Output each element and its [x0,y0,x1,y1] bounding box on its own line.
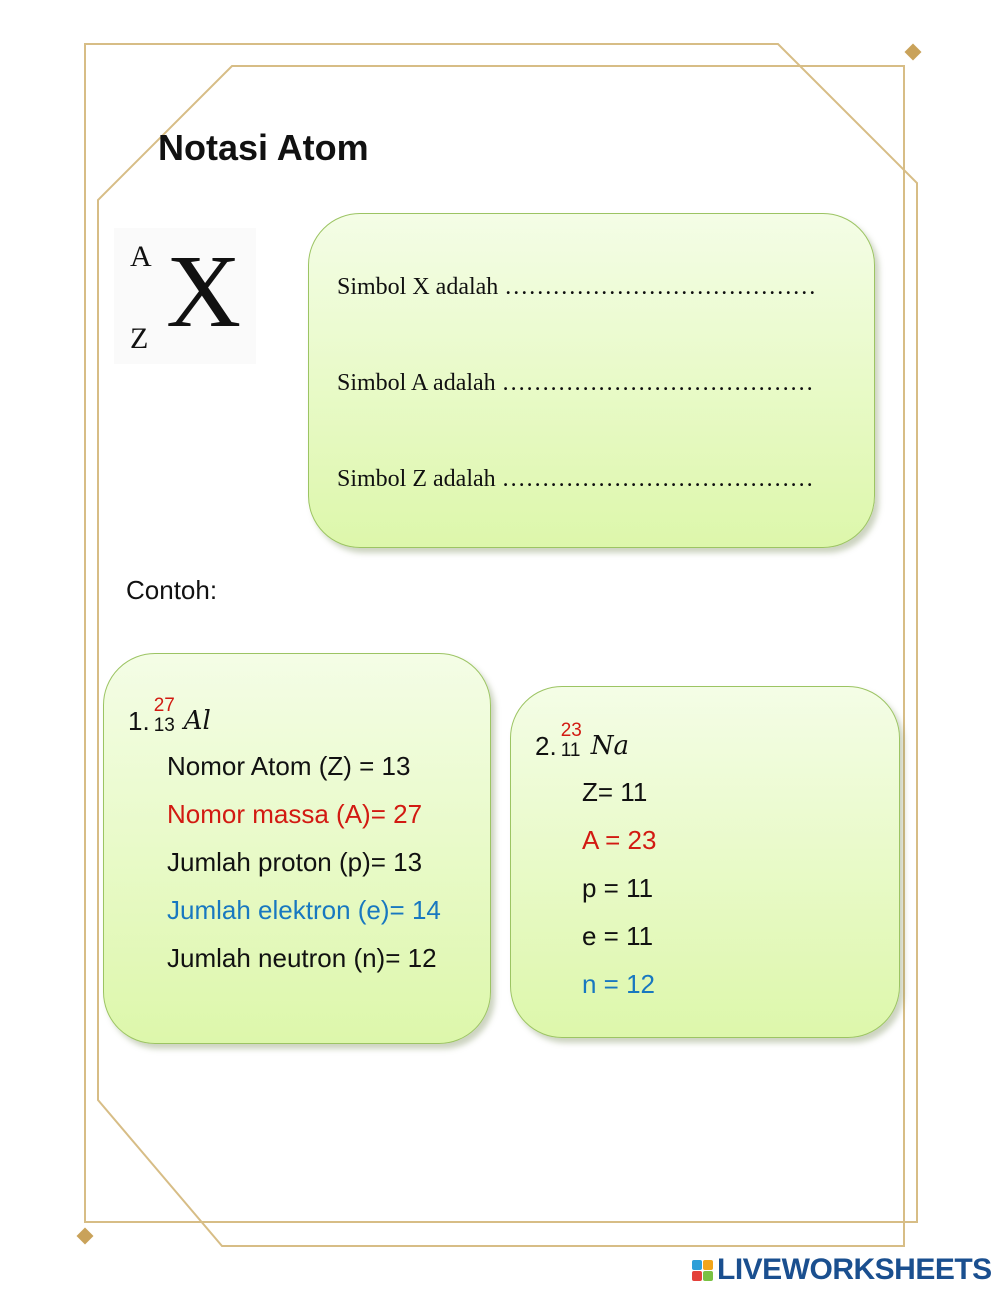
question-box [308,213,875,548]
example-1-mass-number-line: Nomor massa (A)= 27 [167,799,423,829]
notation-element-symbol: X [166,234,242,349]
example-1-mass-number: 27 [153,695,175,716]
example-aluminium-box [103,653,491,1044]
example-2-a-line: A = 23 [582,825,657,855]
example-2-atomic-number: 11 [560,740,581,761]
notation-mass-superscript: A [130,240,152,273]
example-2-mass-number: 23 [560,720,582,741]
example-1-element-symbol: Al [183,706,211,736]
example-1-atomic-number-line: Nomor Atom (Z) = 13 [167,751,411,781]
example-1-atomic-number: 13 [153,715,175,736]
diamond-ornament-top [905,44,922,61]
question-symbol-x[interactable]: Simbol X adalah ………………………………… [337,274,817,300]
diamond-ornament-bottom [77,1228,94,1245]
example-1-heading [128,695,211,738]
notation-atomic-subscript: Z [130,322,149,355]
liveworksheets-logo-icon [692,1260,713,1281]
example-2-z-line: Z= 11 [582,777,648,807]
example-2-e-line: e = 11 [582,921,654,951]
question-symbol-z: Simbol Z adalah ………………………………… [337,466,814,492]
examples-label: Contoh: [126,575,218,605]
example-1-proton-line: Jumlah proton (p)= 13 [167,847,423,877]
example-sodium-box [510,686,900,1038]
example-2-isotope-indices [560,720,591,763]
liveworksheets-logo-text: LIVEWORKSHEETS [717,1253,992,1286]
question-symbol-a[interactable]: Simbol A adalah ………………………………… [337,370,814,396]
example-2-heading [535,720,629,763]
atomic-notation-figure [114,228,256,364]
example-2-number: 2. [535,731,557,761]
page-title: Notasi Atom [158,127,369,168]
example-1-number: 1. [128,706,150,736]
example-2-element-symbol: Na [590,731,629,761]
example-1-electron-line: Jumlah elektron (e)= 14 [167,895,441,925]
example-1-neutron-line: Jumlah neutron (n)= 12 [167,943,437,973]
liveworksheets-logo [692,1252,992,1288]
example-1-isotope-indices [153,695,184,738]
example-2-n-line: n = 12 [582,969,656,999]
example-2-p-line: p = 11 [582,873,654,903]
